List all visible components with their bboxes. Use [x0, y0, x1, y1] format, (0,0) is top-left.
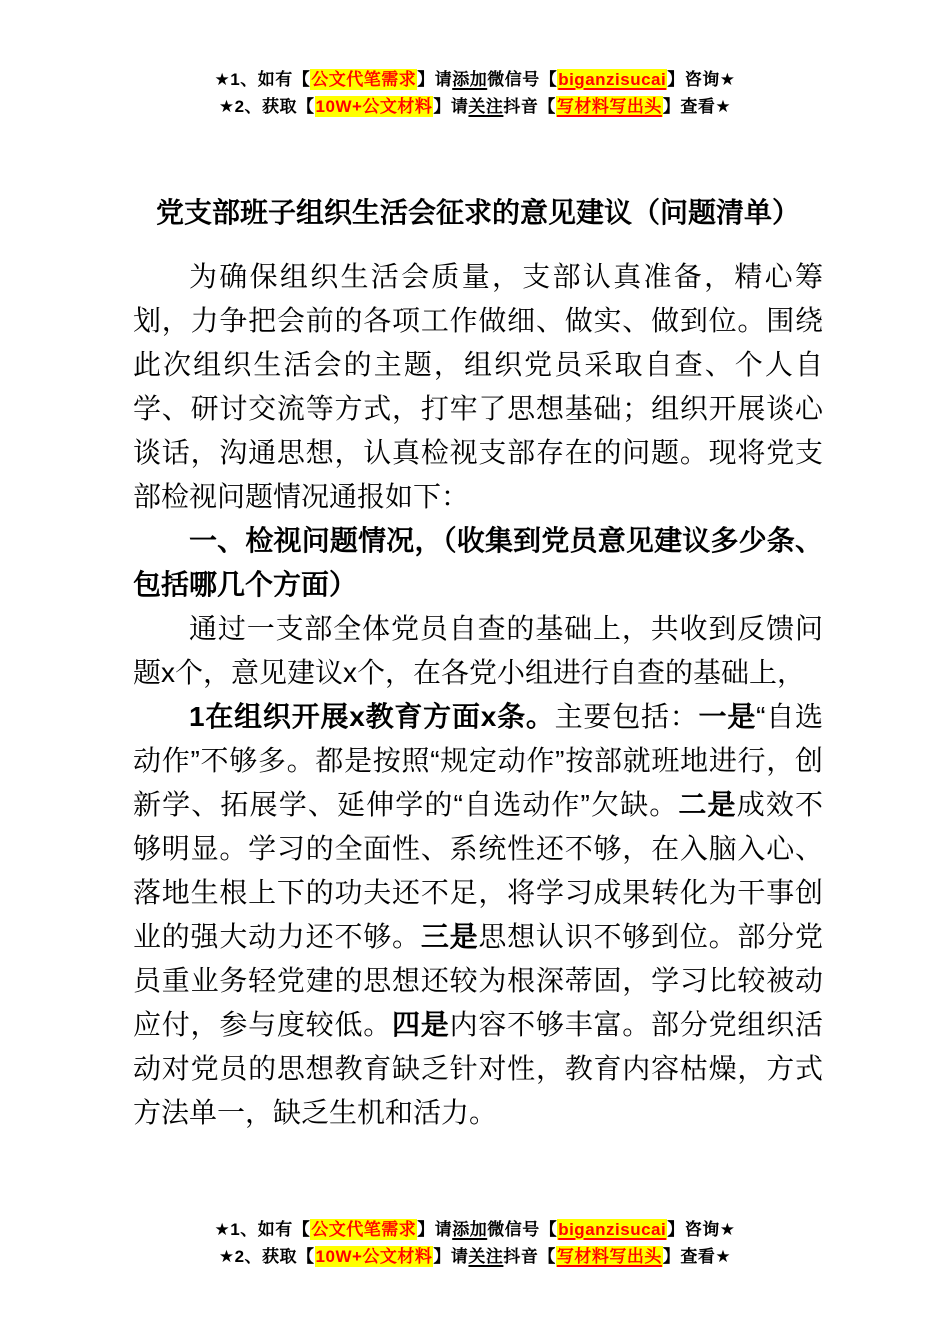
header-ad [0, 66, 950, 120]
ad-underline-text: 添加 [452, 70, 488, 89]
ad-text: 】咨询★ [667, 70, 736, 89]
ad-highlight-text: 写材料写出头 [556, 97, 662, 116]
ad-highlight-text: 写材料写出头 [556, 1247, 662, 1266]
ad-text: 】查看★ [662, 97, 732, 116]
ad-text: 】咨询★ [667, 1220, 736, 1239]
ad-text: ★2、获取【 [218, 97, 315, 116]
summary-paragraph [133, 607, 823, 695]
footer-ad [0, 1216, 950, 1270]
emphasis-text: 四是 [392, 1009, 450, 1040]
body-text: “自选动作”不够多。都是按照“规定动作”按部就班地进行，创新学、拓展学、延伸学的“自选动作”欠缺。 [133, 701, 823, 820]
ad-text: 微信号【 [487, 70, 558, 89]
emphasis-text: 三是 [420, 921, 479, 952]
ad-highlight-text: 公文代笔需求 [311, 70, 417, 89]
ad-text: ★1、如有【 [214, 1220, 311, 1239]
ad-text: 】请 [433, 1247, 469, 1266]
body-text: 主要包括： [554, 701, 699, 732]
ad-text: ★1、如有【 [214, 70, 311, 89]
body-text: 为确保组织生活会质量，支部认真准备，精心筹划，力争把会前的各项工作做细、做实、做到位。围绕此次组织生活会的主题，组织党员采取自查、个人自学、研讨交流等方式，打牢了思想基础；组织开展谈心谈话，沟通思想，认真检视支部存在的问题。现将党支部检视问题情况通报如下： [133, 261, 823, 512]
emphasis-text: 二是 [678, 789, 737, 820]
body-text: 内容不够丰富。部分党组织活动对党员的思想教育缺乏针对性，教育内容枯燥，方式方法单一，缺乏生机和活力。 [133, 1009, 823, 1128]
section-heading-1 [133, 519, 823, 607]
header-ad-line-1 [0, 66, 950, 93]
ad-highlight-text: biganzisucai [558, 1220, 667, 1239]
ad-highlight-text: 公文代笔需求 [311, 1220, 417, 1239]
ad-underline-text: 关注 [468, 1247, 504, 1266]
ad-highlight-text: 10W+公文材料 [315, 97, 433, 116]
ad-text: 】请 [417, 1220, 453, 1239]
footer-ad-line-2 [0, 1243, 950, 1270]
emphasis-text: 一、检视问题情况，（收集到党员意见建议多少条、包括哪几个方面） [133, 525, 823, 600]
ad-underline-text: 关注 [468, 97, 504, 116]
ad-underline-text: 添加 [452, 1220, 488, 1239]
ad-text: 抖音【 [503, 97, 556, 116]
body-text: 成效不够明显。学习的全面性、系统性还不够，在入脑入心、落地生根上下的功夫还不足，将学习成果转化为干事创业的强大动力还不够。 [133, 789, 823, 952]
document-body [133, 255, 823, 1135]
intro-paragraph [133, 255, 823, 519]
header-ad-line-2 [0, 93, 950, 120]
body-text: 思想认识不够到位。部分党员重业务轻党建的思想还较为根深蒂固，学习比较被动应付，参与度较低。 [133, 921, 823, 1040]
body-text: 通过一支部全体党员自查的基础上，共收到反馈问题x个，意见建议x个，在各党小组进行自查的基础上， [133, 613, 823, 688]
detail-paragraph [133, 695, 823, 1135]
ad-text: 】请 [433, 97, 469, 116]
ad-text: 】查看★ [662, 1247, 732, 1266]
emphasis-text: 1在组织开展x教育方面x条。 [189, 701, 555, 732]
ad-text: ★2、获取【 [218, 1247, 315, 1266]
emphasis-text: 一是 [698, 701, 757, 732]
document-content [133, 193, 823, 1135]
ad-text: 微信号【 [487, 1220, 558, 1239]
ad-highlight-text: biganzisucai [558, 70, 667, 89]
ad-highlight-text: 10W+公文材料 [315, 1247, 433, 1266]
ad-text: 抖音【 [503, 1247, 556, 1266]
footer-ad-line-1 [0, 1216, 950, 1243]
ad-text: 】请 [417, 70, 453, 89]
document-title: 党支部班子组织生活会征求的意见建议（问题清单） [155, 197, 800, 228]
